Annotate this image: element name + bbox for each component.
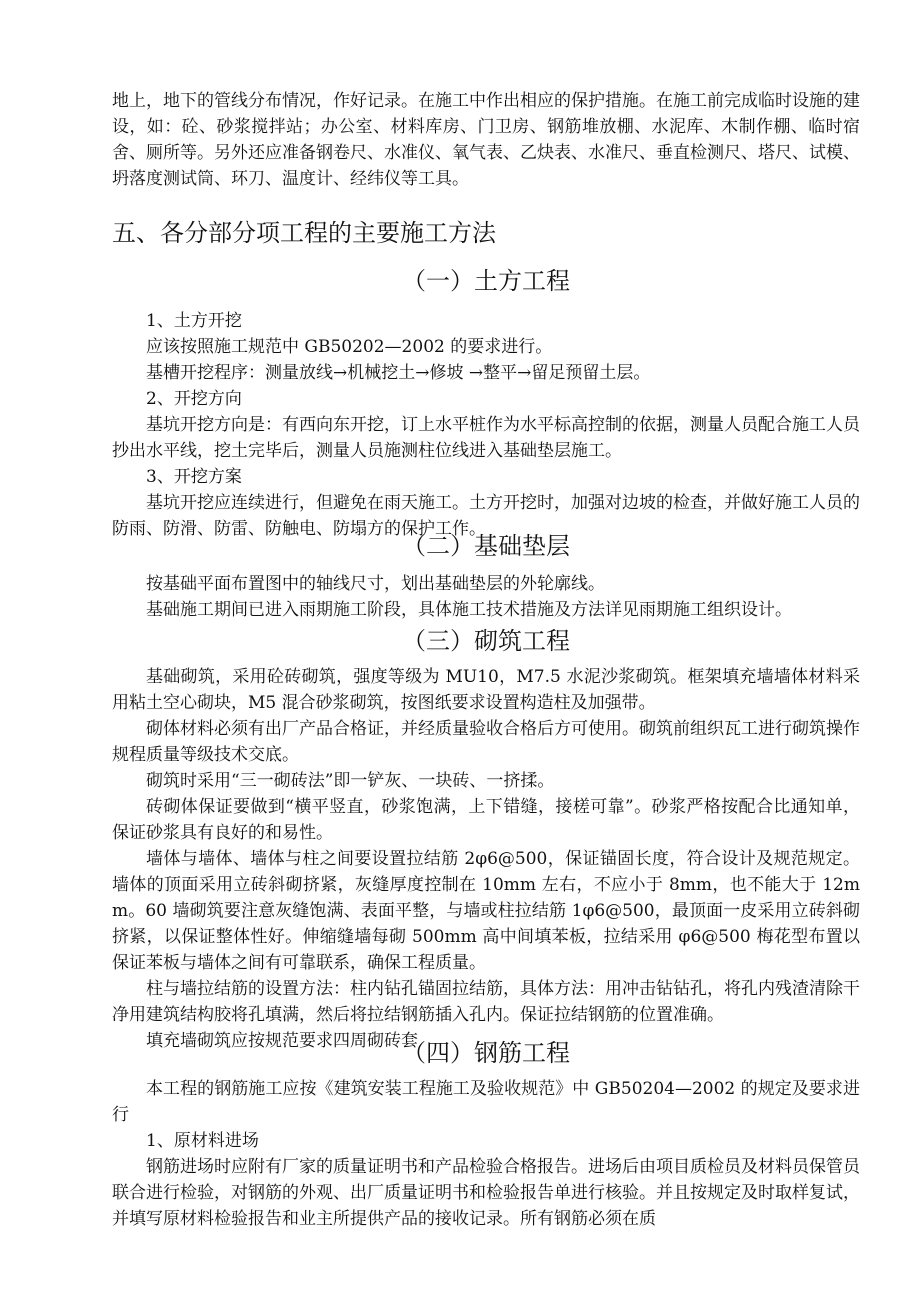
section-title: 五、各分部分项工程的主要施工方法 [112,219,496,247]
intro-paragraph: 地上，地下的管线分布情况，作好记录。在施工中作出相应的保护措施。在施工前完成临时设施的建设，如：砼、砂浆搅拌站；办公室、材料库房、门卫房、钢筋堆放棚、水泥库、木制作棚、临时宿舍、厕所等。另外还应准备钢卷尺、水准仪、氧气表、乙炔表、水准尺、垂直检测尺、塔尺、试模、坍落度测试筒、环刀、温度计、经纬仪等工具。 [112,91,860,189]
intro-block [112,88,860,192]
foundation-cushion-body [112,571,860,623]
earthwork-paragraph: 基坑开挖方向是：有西向东开挖，订上水平桩作为水平标高控制的依据，测量人员配合施工人员抄出水平线，挖土完毕后，测量人员施测柱位线进入基础垫层施工。 [112,415,860,461]
rebar-paragraph: 本工程的钢筋施工应按《建筑安装工程施工及验收规范》中 GB50204—2002 的规定及要求进行 [112,1079,860,1125]
earthwork-paragraph: 基槽开挖程序：测量放线→机械挖土→修坡 →整平→留足预留土层。 [146,363,651,383]
masonry-paragraph: 墙体与墙体、墙体与柱之间要设置拉结筋 2φ6@500，保证锚固长度，符合设计及规范规定。墙体的顶面采用立砖斜砌挤紧，灰缝厚度控制在 10mm 左右，不应小于 8mm，也不能大于 12mm。60 墙砌筑要注意灰缝饱满、表面平整，与墙或柱拉结筋 1φ6@500，最顶面一皮采用立砖斜砌挤紧，以保证整体性好。伸缩缝墙每砌 500mm 高中间填苯板，拉结采用 φ6@500 梅花型布置以保证苯板与墙体之间有可靠联系，确保工程质量。 [112,849,860,973]
masonry-body [112,664,860,1054]
rebar-body [112,1076,860,1232]
masonry-paragraph: 砌筑时采用“三一砌砖法”即一铲灰、一块砖、一挤揉。 [146,771,555,791]
foundation-cushion-paragraph: 基础施工期间已进入雨期施工阶段，具体施工技术措施及方法详见雨期施工组织设计。 [146,600,792,620]
masonry-paragraph: 砖砌体保证要做到“横平竖直，砂浆饱满，上下错缝，接槎可靠”。砂浆严格按配合比通知单，保证砂浆具有良好的和易性。 [112,797,860,843]
foundation-cushion-paragraph: 按基础平面布置图中的轴线尺寸，划出基础垫层的外轮廓线。 [146,574,605,594]
earthwork-item-title: 2、开挖方向 [146,389,242,409]
rebar-item-title: 1、原材料进场 [146,1131,259,1151]
rebar-heading: （四）钢筋工程 [402,1039,570,1067]
rebar-paragraph: 钢筋进场时应附有厂家的质量证明书和产品检验合格报告。进场后由项目质检员及材料员保管员联合进行检验，对钢筋的外观、出厂质量证明书和检验报告单进行核验。并且按规定及时取样复试，并填写原材料检验报告和业主所提供产品的接收记录。所有钢筋必须在质 [112,1157,860,1229]
masonry-paragraph: 填充墙砌筑应按规范要求四周砌砖套 [146,1031,418,1051]
earthwork-item-title: 3、开挖方案 [146,467,242,487]
earthwork-heading: （一）土方工程 [402,267,570,295]
earthwork-paragraph: 应该按照施工规范中 GB50202—2002 的要求进行。 [146,337,553,357]
earthwork-body [112,308,860,542]
masonry-paragraph: 基础砌筑，采用砼砖砌筑，强度等级为 MU10，M7.5 水泥沙浆砌筑。框架填充墙墙体材料采用粘土空心砌块，M5 混合砂浆砌筑，按图纸要求设置构造柱及加强带。 [112,667,860,713]
masonry-paragraph: 砌体材料必须有出厂产品合格证，并经质量验收合格后方可使用。砌筑前组织瓦工进行砌筑操作规程质量等级技术交底。 [112,719,860,765]
earthwork-item-title: 1、土方开挖 [146,311,242,331]
earthwork-paragraph: 基坑开挖应连续进行，但避免在雨天施工。土方开挖时，加强对边坡的检查，并做好施工人员的防雨、防滑、防雷、防触电、防塌方的保护工作。 [112,493,860,539]
masonry-paragraph: 柱与墙拉结筋的设置方法：柱内钻孔锚固拉结筋，具体方法：用冲击钻钻孔，将孔内残渣清除干净用建筑结构胶将孔填满，然后将拉结钢筋插入孔内。保证拉结钢筋的位置准确。 [112,979,860,1025]
masonry-heading: （三）砌筑工程 [402,627,570,655]
foundation-cushion-heading: （二）基础垫层 [402,532,570,560]
